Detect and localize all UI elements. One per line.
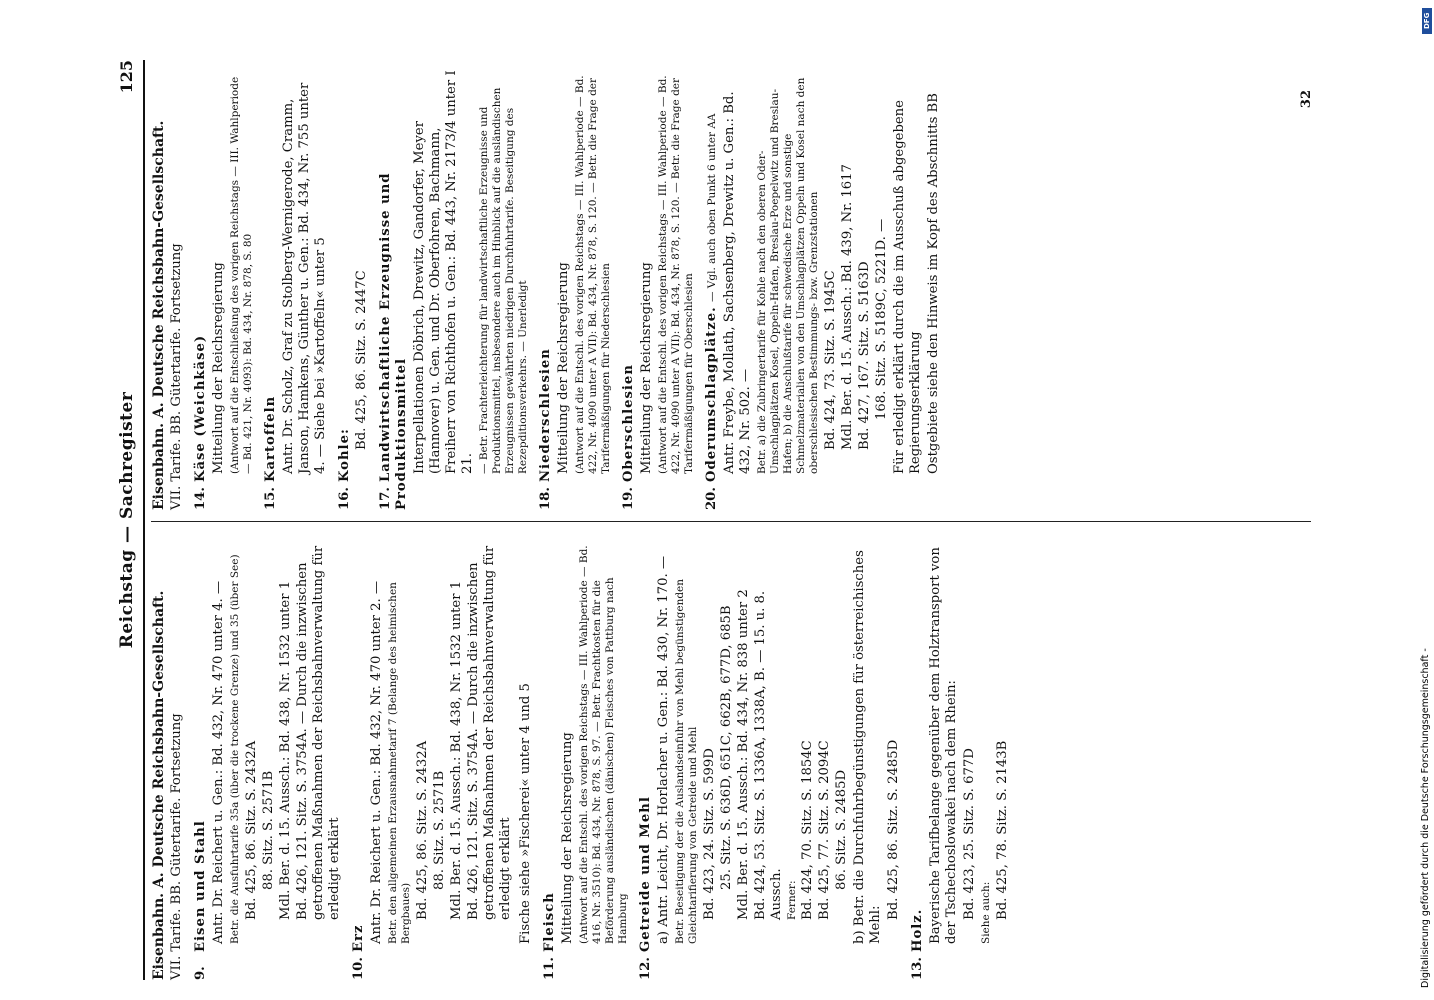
cross-reference: Ostgebiete siehe den Hinweis im Kopf des Abschnitts BB bbox=[926, 93, 941, 474]
entry-18 bbox=[538, 70, 613, 510]
entry-text: Mitteilung der Reichsregierung bbox=[556, 262, 571, 474]
page-number: 125 bbox=[117, 60, 136, 94]
reference: Mdl. Ber. d. 15. Aussch.: Bd. 438, Nr. 1532 unter 1 bbox=[449, 580, 464, 920]
entry-number: 17. bbox=[378, 487, 393, 510]
entry-text: Für erledigt erklärt durch die im Ausschuß abgegebene Regierungserklärung bbox=[892, 100, 923, 474]
rotated-page bbox=[117, 60, 1327, 980]
reference: Bd. 427, 167. Sitz. S. 5163D bbox=[857, 261, 872, 450]
entry-text: b) Betr. die Durchfuhrbegünstigungen für österreichisches Mehl: bbox=[852, 550, 883, 944]
entry-number: 16. bbox=[337, 487, 352, 510]
reference: 88. Sitz. S. 2571B bbox=[432, 770, 447, 890]
entry-number: 18. bbox=[538, 487, 553, 510]
entry-title: Oderumschlagplätze. bbox=[704, 306, 719, 482]
reference: Bd. 426, 121. Sitz. S. 3754A. — Durch die inzwischen getroffenen Maßnahmen der Reichsbahnverwaltung für erledigt erklärt bbox=[466, 545, 513, 920]
entry-title: Kohle: bbox=[337, 428, 352, 482]
entry-note: Betr. den allgemeinen Erzausnahmetarif 7 (Belange des heimischen Bergbaues) bbox=[387, 582, 412, 944]
entry-note: (Antwort auf die Entschließung des vorigen Reichstags — III. Wahlperiode — Bd. 421, Nr. 4093): Bd. 434, Nr. 878, S. 80 bbox=[229, 76, 254, 474]
entry-19 bbox=[621, 70, 696, 510]
entry-number: 11. bbox=[542, 957, 557, 980]
reference: Bd. 424, 73. Sitz. S. 1945C bbox=[823, 270, 838, 450]
header-rule bbox=[143, 60, 145, 980]
signature-number: 32 bbox=[1299, 90, 1314, 109]
entry-title: Käse (Weichkäse) bbox=[193, 334, 208, 482]
entry-16 bbox=[337, 70, 370, 510]
entry-number: 19. bbox=[621, 487, 636, 510]
entry-13 bbox=[910, 540, 1011, 980]
reference-label: Ferner: bbox=[786, 880, 798, 920]
entry-title: Getreide und Mehl bbox=[638, 796, 653, 952]
entry-note: — Vgl. auch oben Punkt 6 unter AA bbox=[706, 113, 718, 303]
entry-number: 15. bbox=[263, 487, 278, 510]
entry-number: 14. bbox=[193, 487, 208, 510]
entry-14 bbox=[193, 70, 255, 510]
reference: Bd. 426, 121. Sitz. S. 3754A. — Durch die inzwischen getroffenen Maßnahmen der Reichsbahnverwaltung für erledigt erklärt bbox=[295, 545, 342, 920]
entry-note: Betr. die Ausfuhrtarife 35a (über die trockene Grenze) und 35 (über See) bbox=[229, 554, 241, 944]
reference: 25. Sitz. S. 636D, 651C, 662B, 677D, 685B bbox=[719, 605, 734, 890]
reference: Mdl. Ber. d. 15. Aussch.: Bd. 439, Nr. 1617 bbox=[840, 164, 855, 450]
section-heading: Eisenbahn. A. Deutsche Reichsbahn-Gesellschaft. bbox=[151, 120, 167, 510]
entry-note: (Antwort auf die Entschl. des vorigen Reichstags — III. Wahlperiode — Bd. 422, Nr. 4090 unter A VII): Bd. 434, Nr. 878, S. 120. — Betr. die Frage der Tarifermäßigungen für Niederschlesien bbox=[574, 75, 612, 474]
entry-text: Mitteilung der Reichsregierung bbox=[560, 732, 575, 944]
entry-note: (Antwort auf die Entschl. des vorigen Reichstags — III. Wahlperiode — Bd. 416, Nr. 3510): Bd. 434, Nr. 878, S. 97. — Betr. Frachtkosten für die Beförderung ausländischen (dänischen) Fleisches von Pattburg nach Hamburg bbox=[578, 545, 629, 944]
entry-20 bbox=[704, 70, 942, 510]
reference: Bd. 425, 77. Sitz. S. 2094C bbox=[817, 740, 832, 920]
entry-text: Bayerische Tarifbelange gegenüber dem Holztransport von der Tschechoslowakei nach dem Rhein: bbox=[928, 547, 959, 944]
entry-text: Antr. Freybe, Mollath, Sachsenberg, Drewitz u. Gen.: Bd. 432, Nr. 502. — bbox=[722, 91, 753, 474]
reference: Bd. 425, 86. Sitz. S. 2432A bbox=[244, 740, 259, 920]
left-column bbox=[151, 540, 1311, 980]
entry-text: a) Antr. Leicht, Dr. Horlacher u. Gen.: Bd. 430, Nr. 170. — bbox=[656, 555, 671, 944]
reference: Mdl. Ber. d. 15. Aussch.: Bd. 434, Nr. 838 unter 2 bbox=[736, 589, 751, 920]
reference: Bd. 423, 25. Sitz. S. 677D bbox=[962, 748, 977, 920]
page-header bbox=[117, 60, 145, 980]
entry-text: Antr. Dr. Reichert u. Gen.: Bd. 432, Nr. 470 unter 4. — bbox=[211, 580, 226, 944]
reference: 86. Sitz. S. 2485D bbox=[834, 769, 849, 890]
entry-title: Kartoffeln bbox=[263, 395, 278, 482]
entry-title: Oberschlesien bbox=[621, 364, 636, 482]
entry-title: Eisen und Stahl bbox=[193, 820, 208, 952]
entry-number: 13. bbox=[910, 957, 925, 980]
entry-note: Betr. Beseitigung der die Auslandseinfuhr von Mehl begünstigenden Gleichtarifierung von Getreide und Mehl bbox=[674, 578, 699, 944]
entry-title: Holz. bbox=[910, 908, 925, 952]
reference: Mdl. Ber. d. 15. Aussch.: Bd. 438, Nr. 1532 unter 1 bbox=[278, 580, 293, 920]
entry-title: Landwirtschaftliche Erzeugnisse und Produktionsmittel bbox=[378, 172, 409, 510]
reference: Bd. 425, 86. Sitz. S. 2485D bbox=[886, 739, 901, 920]
entry-note: — Betr. Frachterleichterung für landwirtschaftliche Erzeugnisse und Produktionsmittel, insbesondere auch im Hinblick auf die ausländischen Erzeugnissen gewährten niedrigen Durchfuhrtarife. Beseitigung des Rezepditionsverkehrs. — Unerledigt bbox=[478, 87, 529, 474]
reference: Bd. 423, 24. Sitz. S. 599D bbox=[702, 748, 717, 920]
entry-text: Antr. Dr. Reichert u. Gen.: Bd. 432, Nr. 470 unter 2. — bbox=[369, 580, 384, 944]
digitization-credit: Digitalisierung gefördert durch die Deutsche Forschungsgemeinschaft - bbox=[1420, 648, 1431, 988]
entry-title: Erz bbox=[351, 924, 366, 952]
entry-note: Betr. a) die Zubringertarife für Kohle nach den oberen Oder-Umschlagplätzen Kosel, Oppeln-Hafen, Breslau-Poepelwitz und Breslau-Hafen; b) die Anschlußtarife für schwedische Erze und sonstige Schmelzmaterialien von den Umschlagplätzen Oppeln und Kosel nach den oberschlesischen Bestimmungs- bzw. Grenzstationen bbox=[756, 77, 820, 474]
reference: Bd. 425, 86. Sitz. S. 2432A bbox=[415, 740, 430, 920]
reference: 168. Sitz. S. 5189C, 5221D. — bbox=[874, 218, 889, 420]
entry-9 bbox=[193, 540, 343, 980]
section-heading: Eisenbahn. A. Deutsche Reichsbahn-Gesellschaft. bbox=[151, 590, 167, 980]
entry-12 bbox=[638, 540, 902, 980]
entry-10 bbox=[351, 540, 534, 980]
reference: Bd. 425, 86. Sitz. S. 2447C bbox=[354, 270, 369, 450]
entry-title: Fleisch bbox=[542, 892, 557, 952]
entry-15 bbox=[263, 70, 329, 510]
reference-label: Siehe auch: bbox=[980, 881, 992, 944]
entry-number: 20. bbox=[704, 487, 719, 510]
right-column bbox=[151, 70, 1314, 510]
entry-11 bbox=[542, 540, 630, 980]
entry-number: 12. bbox=[638, 957, 653, 980]
entry-text: Interpellationen Döbrich, Drewitz, Gandorfer, Meyer (Hannover) u. Gen. und Dr. Oberfohren, Bachmann, Freiherr von Richthofen u. Gen.: Bd. 443, Nr. 2173/4 unter I 21. bbox=[412, 70, 475, 474]
reference: 88. Sitz. S. 2571B bbox=[261, 770, 276, 890]
entry-text: Mitteilung der Reichsregierung bbox=[639, 262, 654, 474]
section-subheading: VII. Tarife. BB. Gütertarife. Fortsetzung bbox=[169, 243, 184, 510]
entry-note: (Antwort auf die Entschl. des vorigen Reichstags — III. Wahlperiode — Bd. 422, Nr. 4090 unter A VII): Bd. 434, Nr. 878, S. 120. — Betr. die Frage der Tarifermäßigungen für Oberschlesien bbox=[657, 75, 695, 474]
entry-17 bbox=[378, 70, 530, 510]
reference: Bd. 424, 53. Sitz. S. 1336A, 1338A, B. — 15. u. 8. Aussch. bbox=[753, 590, 784, 920]
page-title: Reichstag — Sachregister bbox=[117, 391, 137, 649]
reference: Bd. 424, 70. Sitz. S. 1854C bbox=[800, 740, 815, 920]
section-subheading: VII. Tarife. BB. Gütertarife. Fortsetzung bbox=[169, 713, 184, 980]
entry-title: Niederschlesien bbox=[538, 348, 553, 482]
dfg-logo-icon: DFG bbox=[1422, 8, 1432, 34]
entry-text: Mitteilung der Reichsregierung bbox=[211, 262, 226, 474]
column-separator bbox=[151, 521, 1311, 522]
entry-number: 10. bbox=[351, 957, 366, 980]
reference: Bd. 425, 78. Sitz. S. 2143B bbox=[995, 740, 1010, 920]
entry-text: Antr. Dr. Scholz, Graf zu Stolberg-Wernigerode, Cramm, Janson, Hamkens, Günther u. Gen.: Bd. 434, Nr. 755 unter 4. — Siehe bei »Kartoffeln« unter 5 bbox=[281, 82, 328, 474]
cross-reference: Fische siehe »Fischerei« unter 4 und 5 bbox=[518, 683, 533, 944]
entry-number: 9. bbox=[193, 966, 208, 980]
